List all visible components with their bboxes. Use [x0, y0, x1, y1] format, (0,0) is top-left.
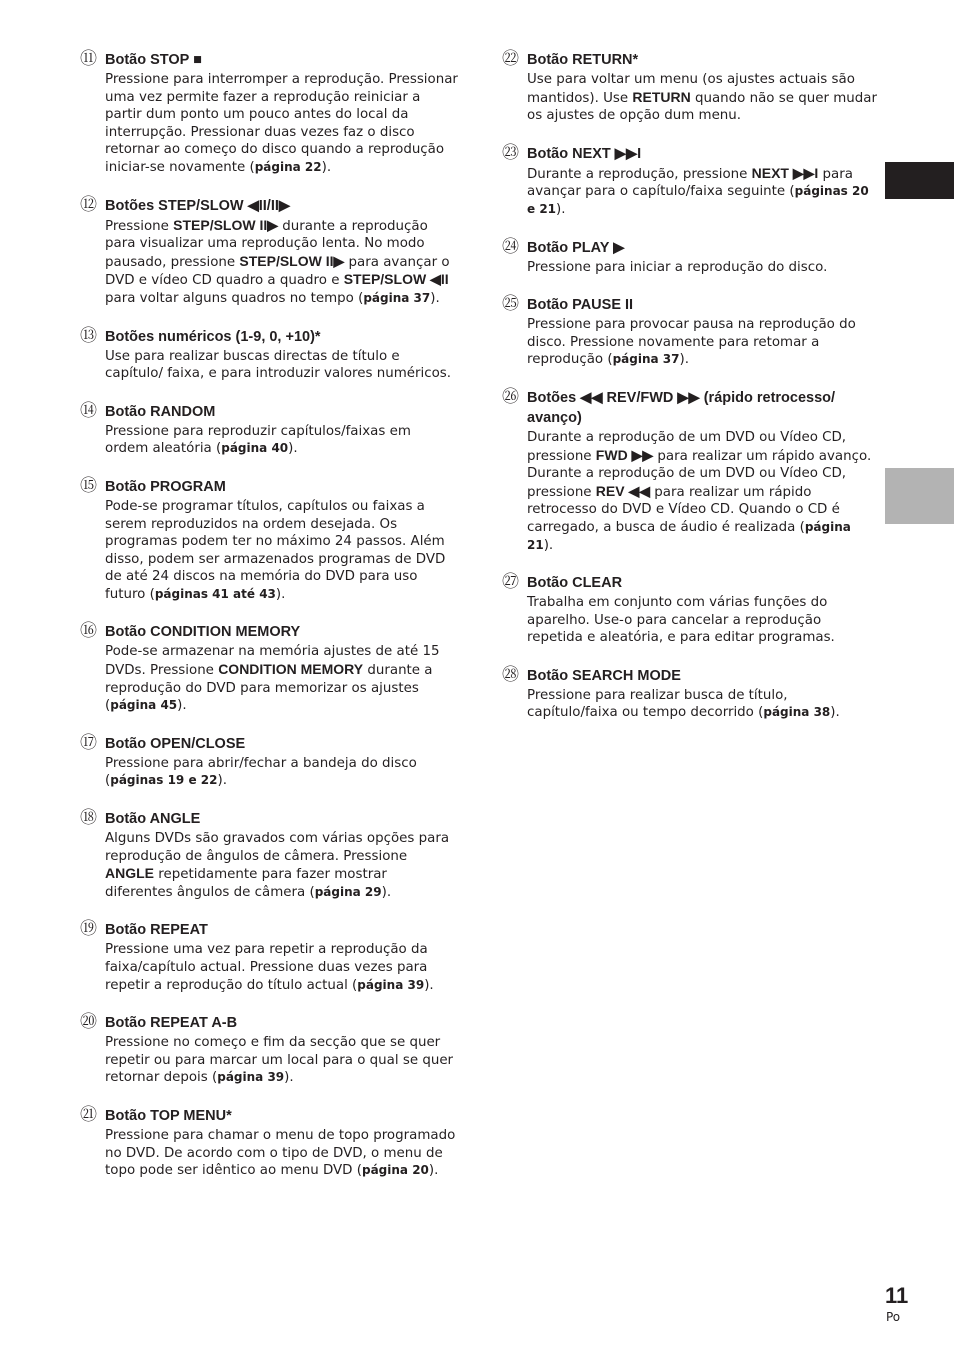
- description-text: quando não se quer mudar os ajustes de opção dum menu.: [527, 90, 877, 124]
- item-description: [527, 165, 880, 219]
- description-text: ).: [288, 441, 298, 457]
- language-code: Po: [886, 1310, 901, 1324]
- description-text: Pressione para iniciar a reprodução do disco.: [527, 259, 828, 275]
- item-heading: [502, 144, 880, 164]
- item-heading: [80, 1106, 458, 1126]
- item-description: [527, 71, 880, 125]
- item-description: [105, 1034, 458, 1087]
- item-number: ㉘: [502, 664, 519, 685]
- description-keyword: REV ◀◀: [595, 482, 651, 499]
- description-text: Use para realizar buscas directas de título e capítulo/ faixa, e para introduzir valores numéricos.: [105, 348, 452, 382]
- section-tab-grey: [885, 468, 954, 524]
- description-text: ).: [424, 977, 434, 993]
- button-description-item: [80, 50, 458, 177]
- button-description-item: [502, 295, 880, 369]
- description-text: para realizar um rápido avanço. Durante a reprodução de um DVD ou Vídeo CD, pressione: [527, 448, 872, 500]
- page-reference: páginas 20 e 21: [527, 184, 869, 216]
- item-number: ㉖: [502, 386, 519, 407]
- item-number: ㉗: [502, 572, 519, 593]
- page-reference: página 45: [110, 698, 178, 713]
- button-description-item: [502, 388, 880, 554]
- description-text: ).: [830, 705, 840, 721]
- item-description: [105, 71, 458, 177]
- description-text: ).: [381, 884, 392, 900]
- description-text: ).: [428, 1163, 439, 1179]
- item-number: ⑲: [80, 919, 97, 940]
- item-heading: [502, 238, 880, 258]
- description-keyword: STEP/SLOW ◀II: [343, 271, 449, 288]
- item-heading: [502, 666, 880, 686]
- item-title: Botão REPEAT: [105, 922, 208, 939]
- button-description-item: [80, 622, 458, 714]
- description-keyword: RETURN: [632, 88, 691, 105]
- description-text: Trabalha em conjunto com várias funções do aparelho. Use-o para cancelar a reprodução repetida e aleatória, e para editar programas.: [527, 595, 835, 646]
- description-text: ).: [284, 1070, 294, 1086]
- button-description-item: [80, 196, 458, 308]
- description-text: durante a reprodução do DVD para memorizar os ajustes (: [105, 663, 433, 714]
- description-text: Alguns DVDs são gravados com várias opções para reprodução de ângulos de câmera. Pressione: [105, 831, 450, 864]
- item-description: [105, 498, 458, 604]
- description-text: ).: [679, 352, 689, 368]
- description-text: Pode-se programar títulos, capítulos ou faixas a serem reproduzidos na ordem desejada. Os programas podem ter no máximo 24 passos. Além disso, podem ser armazenados programas de DVD de até 24 discos na memória do DVD para uso futuro (: [105, 498, 446, 602]
- button-description-item: [80, 920, 458, 994]
- description-text: Pressione para realizar busca de título, capítulo/faixa ou tempo decorrido (: [527, 687, 788, 721]
- button-description-item: [80, 809, 458, 901]
- item-title: Botão RANDOM: [105, 403, 216, 420]
- item-title: Botão PLAY ▶: [527, 239, 625, 256]
- description-text: ).: [430, 290, 440, 306]
- item-description: [105, 348, 458, 383]
- item-description: [105, 1127, 458, 1180]
- item-title: Botão RETURN*: [527, 52, 639, 68]
- page-reference: página 37: [363, 290, 431, 305]
- description-text: Durante a reprodução, pressione: [527, 166, 752, 182]
- description-text: para realizar um rápido retrocesso do DVD e Vídeo CD. Quando o CD é carregado, a busca de áudio é realizada (: [527, 484, 840, 535]
- item-title: Botões STEP/SLOW ◀II/II▶: [105, 197, 291, 214]
- description-text: Pressione: [105, 218, 174, 234]
- item-heading: [80, 402, 458, 422]
- item-title: Botões ◀◀ REV/FWD ▶▶ (rápido retrocesso/ avanço): [527, 389, 836, 426]
- item-heading: [80, 622, 458, 642]
- item-description: [527, 594, 880, 647]
- description-text: ).: [217, 773, 227, 789]
- description-text: durante a reprodução para visualizar uma reprodução lenta. No modo pausado, pressione: [105, 218, 428, 270]
- description-text: repetidamente para fazer mostrar diferentes ângulos de câmera (: [105, 867, 387, 900]
- description-text: ).: [275, 586, 286, 602]
- item-description: [527, 687, 880, 722]
- button-description-item: [80, 734, 458, 790]
- left-column: [80, 50, 458, 1199]
- item-heading: [80, 734, 458, 754]
- item-description: [105, 830, 458, 901]
- item-heading: [80, 50, 458, 70]
- item-title: Botão NEXT ▶▶I: [527, 145, 642, 162]
- page-reference: página 38: [763, 705, 831, 720]
- page-reference: página 20: [361, 1163, 429, 1178]
- description-keyword: CONDITION MEMORY: [218, 661, 364, 678]
- item-number: ⑱: [80, 808, 97, 829]
- description-text: ).: [543, 537, 554, 553]
- description-text: Pressione para interromper a reprodução. Pressionar uma vez permite fazer a reprodução reiniciar a partir dum ponto um pouco antes do local da interrupção. Pressionar duas vezes faz o disco retornar ao começo do disco quando a reprodução iniciar-se novamente (: [105, 72, 458, 175]
- description-keyword: NEXT ▶▶I: [751, 164, 819, 181]
- item-description: [105, 755, 458, 790]
- description-text: ).: [556, 201, 566, 217]
- item-description: [527, 259, 880, 277]
- page-reference: página 21: [527, 519, 851, 552]
- description-text: para voltar alguns quadros no tempo (: [105, 290, 364, 306]
- item-title: Botão SEARCH MODE: [527, 667, 681, 684]
- page-reference: página 37: [612, 352, 680, 367]
- description-keyword: STEP/SLOW II▶: [239, 252, 345, 269]
- item-title: Botão OPEN/CLOSE: [105, 735, 246, 752]
- item-description: [527, 316, 880, 369]
- item-description: [105, 941, 458, 994]
- item-heading: [502, 50, 880, 70]
- description-text: ).: [321, 159, 332, 175]
- item-title: Botão PROGRAM: [105, 478, 226, 495]
- button-description-item: [80, 402, 458, 458]
- item-heading: [502, 573, 880, 593]
- button-description-item: [502, 666, 880, 722]
- page-reference: páginas 19 e 22: [110, 773, 218, 788]
- item-heading: [80, 809, 458, 829]
- item-number: ⑯: [80, 621, 97, 642]
- item-title: Botão REPEAT A-B: [105, 1015, 238, 1032]
- item-number: ⑪: [80, 49, 97, 69]
- button-description-item: [80, 477, 458, 604]
- description-text: Durante a reprodução de um DVD ou Vídeo CD, pressione: [527, 429, 847, 464]
- description-text: ).: [177, 698, 187, 714]
- button-description-item: [80, 327, 458, 383]
- button-description-item: [80, 1106, 458, 1180]
- item-number: ㉕: [502, 294, 519, 315]
- page-reference: página 39: [217, 1070, 285, 1085]
- description-text: Use para voltar um menu (os ajustes actuais são mantidos). Use: [527, 72, 855, 106]
- description-text: para avançar o DVD e vídeo CD quadro a quadro e: [105, 254, 450, 289]
- item-number: ㉔: [502, 236, 519, 257]
- item-number: ⑭: [80, 400, 97, 421]
- item-heading: [80, 477, 458, 497]
- item-number: ⑮: [80, 475, 97, 496]
- item-heading: [80, 1013, 458, 1033]
- section-tab-dark: [885, 162, 954, 199]
- description-text: Pressione para provocar pausa na reprodução do disco. Pressione novamente para retomar a reprodução (: [527, 317, 856, 368]
- item-heading: [80, 196, 458, 216]
- item-description: [105, 423, 458, 458]
- item-number: ⑬: [80, 325, 97, 346]
- item-description: [527, 429, 880, 554]
- item-description: [105, 643, 458, 714]
- page-reference: página 22: [254, 159, 322, 174]
- description-keyword: ANGLE: [105, 865, 154, 882]
- button-description-item: [502, 573, 880, 647]
- item-title: Botão CLEAR: [527, 575, 623, 592]
- description-text: Pressione para abrir/fechar a bandeja do disco (: [105, 755, 417, 789]
- item-description: [105, 217, 458, 308]
- description-keyword: STEP/SLOW II▶: [173, 216, 279, 233]
- button-description-item: [502, 238, 880, 277]
- page-reference: página 40: [221, 441, 289, 456]
- item-title: Botão ANGLE: [105, 811, 201, 828]
- button-description-item: [80, 1013, 458, 1087]
- item-heading: [502, 295, 880, 315]
- description-text: Pressione para reproduzir capítulos/faixas em ordem aleatória (: [105, 423, 411, 457]
- description-text: Pode-se armazenar na memória ajustes de até 15 DVDs. Pressione: [105, 644, 440, 679]
- item-heading: [80, 920, 458, 940]
- description-text: Pressione para chamar o menu de topo programado no DVD. De acordo com o tipo de DVD, o menu de topo pode ser idêntico ao menu DVD (: [105, 1127, 456, 1179]
- description-keyword: FWD ▶▶: [595, 446, 654, 463]
- item-number: ㉓: [502, 142, 519, 163]
- item-title: Botão STOP ■: [105, 52, 202, 68]
- page-reference: páginas 41 até 43: [154, 586, 276, 601]
- item-number: ⑫: [80, 194, 97, 215]
- item-number: ㉑: [80, 1104, 97, 1125]
- button-description-item: [502, 144, 880, 219]
- description-text: Pressione no começo e fim da secção que se quer repetir ou para marcar um local para o qual se quer retornar depois (: [105, 1035, 454, 1086]
- description-text: para avançar para o capítulo/faixa seguinte (: [527, 166, 853, 200]
- item-title: Botões numéricos (1-9, 0, +10)*: [105, 328, 321, 345]
- item-title: Botão TOP MENU*: [105, 1107, 232, 1124]
- page-number: 11: [885, 1283, 909, 1308]
- item-number: ⑳: [80, 1012, 97, 1033]
- item-number: ㉒: [502, 49, 519, 69]
- button-description-item: [502, 50, 880, 125]
- item-heading: [502, 388, 880, 428]
- item-title: Botão PAUSE II: [527, 297, 634, 314]
- item-number: ⑰: [80, 732, 97, 753]
- item-title: Botão CONDITION MEMORY: [105, 624, 301, 641]
- page-reference: página 39: [357, 977, 425, 992]
- description-text: Pressione uma vez para repetir a reprodução da faixa/capítulo actual. Pressione duas vezes para repetir a reprodução do título actual (: [105, 942, 428, 993]
- page-reference: página 29: [314, 884, 382, 899]
- right-column: [502, 50, 880, 741]
- item-heading: [80, 327, 458, 347]
